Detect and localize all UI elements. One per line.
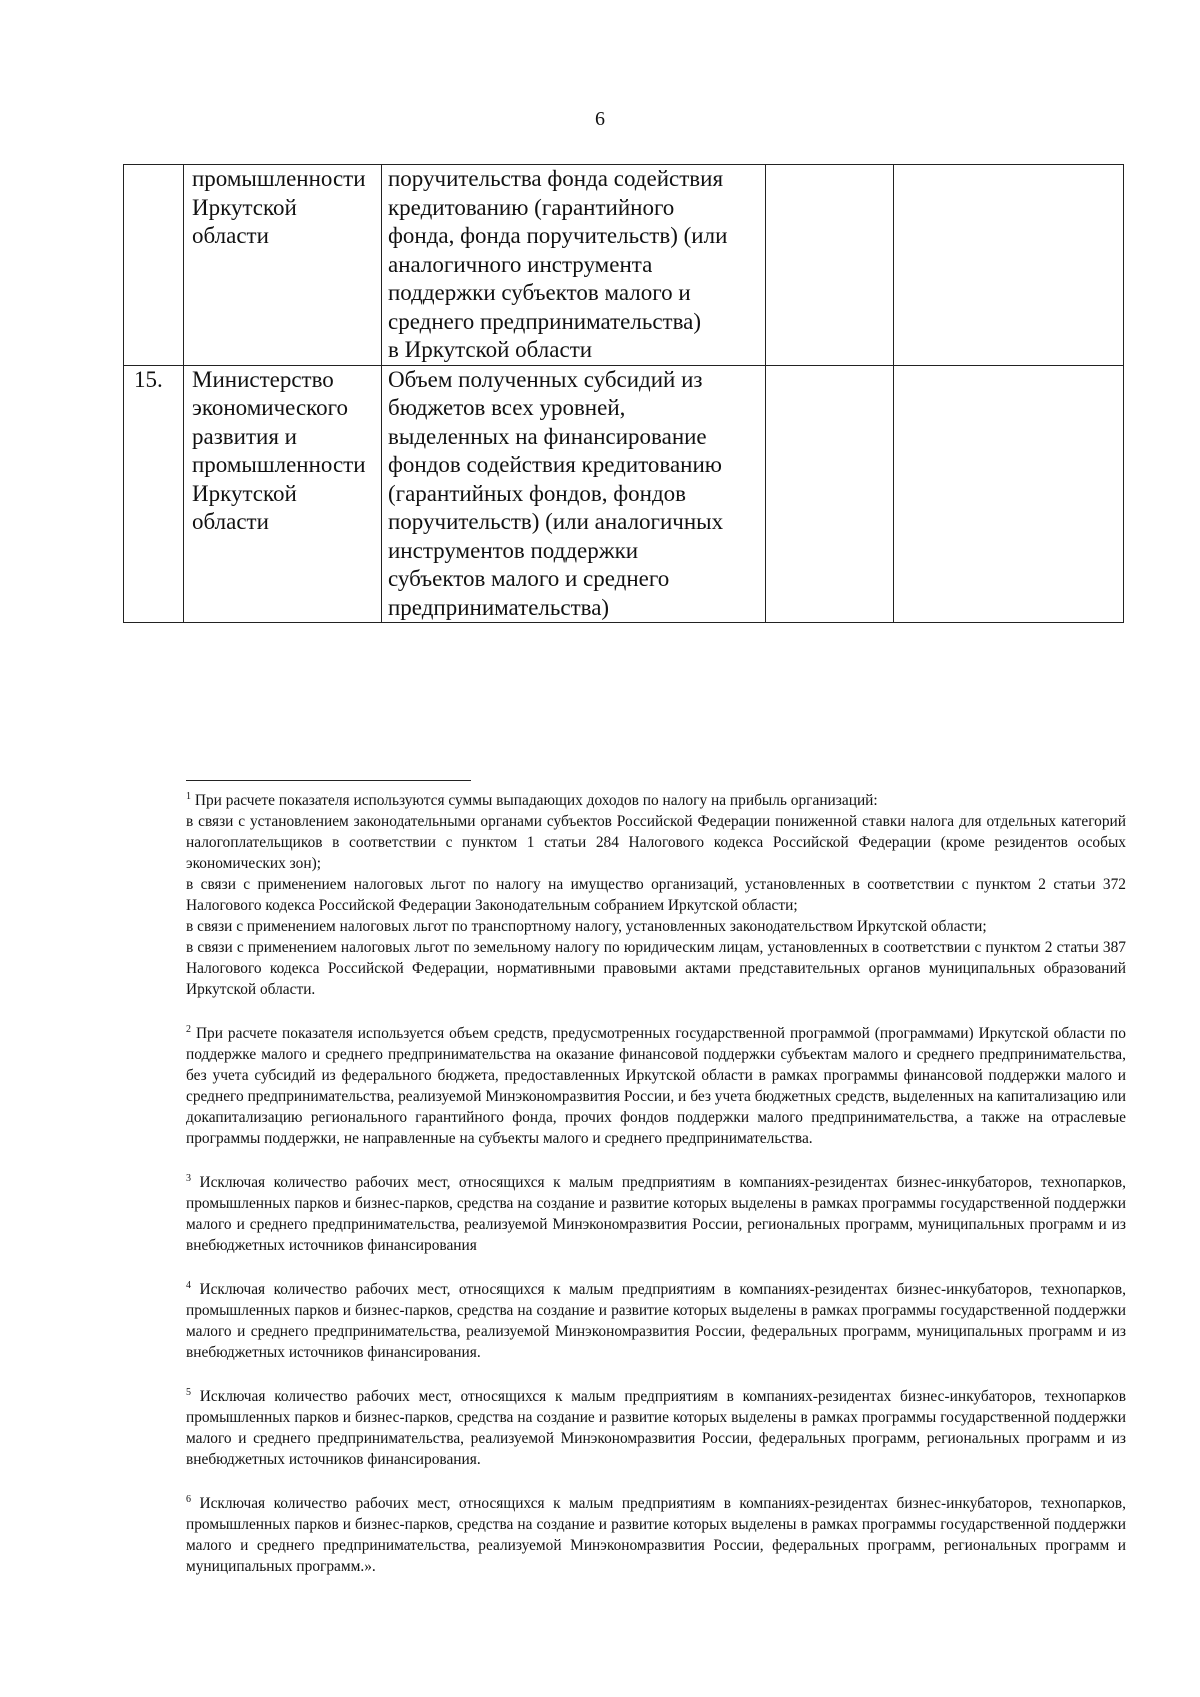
footnote-paragraph xyxy=(186,1279,1126,1363)
value-cell xyxy=(766,365,894,623)
value-cell xyxy=(766,165,894,366)
footnote-text: При расчете показателя используются суммы выпадающих доходов по налогу на прибыль организаций: xyxy=(194,792,878,809)
footnote-6 xyxy=(186,1493,1126,1577)
footnote-paragraph xyxy=(186,1023,1126,1149)
organization-cell: Министерство экономического развития и промышленности Иркутской области xyxy=(184,365,382,623)
footnote-marker: 2 xyxy=(186,1023,191,1035)
footnote-text: в связи с применением налоговых льгот по налогу на имущество организаций, установленных в соответствии с пунктом 2 статьи 372 Налогового кодекса Российской Федерации Законодательным собранием Иркутской области; xyxy=(186,876,1126,914)
footnote-text: Исключая количество рабочих мест, относящихся к малым предприятиям в компаниях-резидентах бизнес-инкубаторов, технопарков промышленных парков и бизнес-парков, средства на создание и развитие которых выделены в рамках программы государственной поддержки малого и среднего предпринимательства, реализуемой Минэкономразвития России, федеральных программ, региональных программ и из внебюджетных источников финансирования. xyxy=(186,1388,1126,1468)
footnote-text: в связи с применением налоговых льгот по транспортному налогу, установленных законодательством Иркутской области; xyxy=(186,918,987,935)
value-cell xyxy=(894,165,1124,366)
footnotes-section xyxy=(186,790,1126,1600)
footnote-5 xyxy=(186,1386,1126,1470)
indicators-table xyxy=(123,164,1124,623)
footnote-marker: 3 xyxy=(186,1172,191,1184)
footnote-paragraph xyxy=(186,1493,1126,1577)
footnote-separator xyxy=(186,780,471,781)
footnote-marker: 1 xyxy=(186,790,191,802)
organization-cell: промышленности Иркутской области xyxy=(184,165,382,366)
footnote-marker: 4 xyxy=(186,1279,191,1291)
page-number: 6 xyxy=(595,108,605,130)
indicator-cell: поручительства фонда содействия кредитованию (гарантийного фонда, фонда поручительств) (или аналогичного инструмента поддержки субъектов малого и среднего предпринимательства) в Иркутской области xyxy=(382,165,766,366)
footnote-text: Исключая количество рабочих мест, относящихся к малым предприятиям в компаниях-резидентах бизнес-инкубаторов, технопарков, промышленных парков и бизнес-парков, средства на создание и развитие которых выделены в рамках программы государственной поддержки малого и среднего предпринимательства, реализуемой Минэкономразвития России, федеральных программ, муниципальных программ и из внебюджетных источников финансирования. xyxy=(186,1281,1126,1361)
footnote-paragraph xyxy=(186,1386,1126,1470)
footnote-text: Исключая количество рабочих мест, относящихся к малым предприятиям в компаниях-резидентах бизнес-инкубаторов, технопарков, промышленных парков и бизнес-парков, средства на создание и развитие которых выделены в рамках программы государственной поддержки малого и среднего предпринимательства, реализуемой Минэкономразвития России, федеральных программ, региональных программ и муниципальных программ.». xyxy=(186,1495,1126,1575)
indicator-cell: Объем полученных субсидий из бюджетов всех уровней, выделенных на финансирование фондов содействия кредитованию (гарантийных фондов, фондов поручительств) (или аналогичных инструментов поддержки субъектов малого и среднего предпринимательства) xyxy=(382,365,766,623)
value-cell xyxy=(894,365,1124,623)
footnote-marker: 6 xyxy=(186,1493,191,1505)
footnote-text: Исключая количество рабочих мест, относящихся к малым предприятиям в компаниях-резидентах бизнес-инкубаторов, технопарков, промышленных парков и бизнес-парков, средства на создание и развитие которых выделены в рамках программы государственной поддержки малого и среднего предпринимательства, реализуемой Минэкономразвития России, региональных программ, муниципальных программ и из внебюджетных источников финансирования xyxy=(186,1174,1126,1254)
footnote-4 xyxy=(186,1279,1126,1363)
footnote-marker: 5 xyxy=(186,1386,191,1398)
footnote-text: в связи с установлением законодательными органами субъектов Российской Федерации пониженной ставки налога для отдельных категорий налогоплательщиков в соответствии с пунктом 1 статьи 284 Налогового кодекса Российской Федерации (кроме резидентов особых экономических зон); xyxy=(186,813,1126,872)
row-number-cell: 15. xyxy=(124,365,184,623)
footnote-3 xyxy=(186,1172,1126,1256)
table-row xyxy=(124,365,1124,623)
footnote-1 xyxy=(186,790,1126,1000)
footnote-2 xyxy=(186,1023,1126,1149)
footnote-text: При расчете показателя используется объем средств, предусмотренных государственной программой (программами) Иркутской области по поддержке малого и среднего предпринимательства на оказание финансовой поддержки субъектам малого и среднего предпринимательства, без учета субсидий из федерального бюджета, предоставленных Иркутской области в рамках программы финансовой поддержки малого и среднего предпринимательства, реализуемой Минэкономразвития России, и без учета бюджетных средств, выделенных на капитализацию или докапитализацию регионального гарантийного фонда, прочих фондов поддержки малого предпринимательства, а также на отраслевые программы поддержки, не направленные на субъекты малого и среднего предпринимательства. xyxy=(186,1025,1126,1147)
table-row xyxy=(124,165,1124,366)
row-number-cell xyxy=(124,165,184,366)
footnote-paragraph xyxy=(186,1172,1126,1256)
footnote-text: в связи с применением налоговых льгот по земельному налогу по юридическим лицам, установленных в соответствии с пунктом 2 статьи 387 Налогового кодекса Российской Федерации, нормативными правовыми актами представительных органов муниципальных образований Иркутской области. xyxy=(186,939,1126,998)
footnote-paragraph xyxy=(186,790,1126,811)
